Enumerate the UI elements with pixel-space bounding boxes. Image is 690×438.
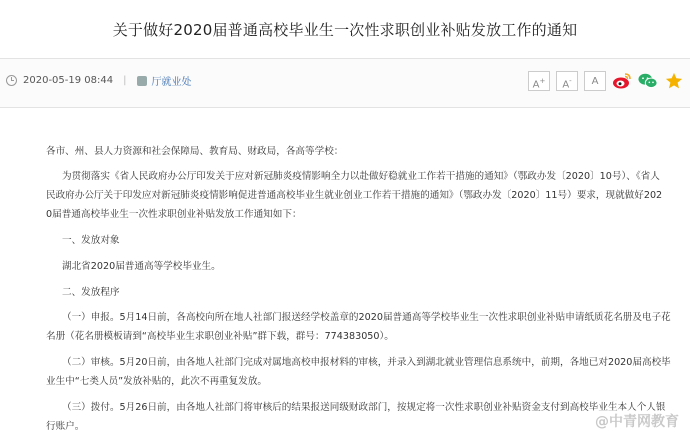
step-1-line-1: （一）申报。5月14日前，各高校向所在地人社部门报送经学校盖章的2020届普通高等学校毕业生一次性求职创业补贴申请纸质花名册及电子花 [62,312,671,323]
department-icon [137,76,147,86]
step-2-line-2: 业生中“七类人员”发放补贴的，此次不再重复发放。 [46,376,268,387]
star-icon [665,72,683,90]
font-increase-button[interactable]: A+ [528,71,550,91]
favorite-button[interactable] [664,71,684,91]
font-increase-label: A [532,79,540,91]
intro-line-1: 为贯彻落实《省人民政府办公厅印发关于应对新冠肺炎疫情影响全力以赴做好稳就业工作若干措施的通知》（鄂政办发〔2020〕10号）、《省人 [62,171,660,182]
article-tools [528,71,684,91]
intro-line-3: 0届普通高校毕业生一次性求职创业补贴发放工作通知如下： [46,209,302,220]
watermark: @中青网教育 [592,410,682,432]
step-3-line-1: （三）拨付。5月26日前，由各地人社部门将审核后的结果报送同级财政部门，按规定将一次性求职创业补贴资金支付到高校毕业生本人个人银 [62,402,666,413]
wechat-share-button[interactable] [638,71,658,91]
font-decrease-label: A [562,79,570,91]
salutation: 各市、州、县人力资源和社会保障局、教育局、财政局，各高等学校： [46,146,344,157]
font-reset-label: A [591,76,599,87]
intro-line-2: 民政府办公厅关于印发应对新冠肺炎疫情影响促进普通高校毕业生就业创业工作若干措施的通知》（鄂政办发〔2020〕11号）要求，现就做好202 [46,190,663,201]
weibo-icon [612,72,632,90]
wechat-icon [638,72,658,90]
step-1-line-2: 名册（花名册模板请到“高校毕业生求职创业补贴”群下载，群号：774383050）。 [46,331,394,342]
section-heading-2: 二、发放程序 [62,287,120,298]
section-body-1: 湖北省2020届普通高等学校毕业生。 [62,261,221,272]
meta-divider: | [123,75,127,86]
step-2-line-1: （二）审核。5月20日前，由各地人社部门完成对属地高校申报材料的审核，并录入到湖北就业管理信息系统中，前期，各地已对2020届高校毕 [62,357,671,368]
font-decrease-button[interactable]: A- [556,71,578,91]
article-title: 关于做好2020届普通高校毕业生一次性求职创业补贴发放工作的通知 [112,21,578,39]
step-3-line-2: 行账户。 [46,421,85,432]
clock-icon [6,75,17,86]
weibo-share-button[interactable] [612,71,632,91]
section-heading-1: 一、发放对象 [62,235,120,246]
department-link[interactable]: 厅就业处 [151,77,192,88]
article-meta-bar [0,58,690,108]
meta-info [6,73,192,88]
font-reset-button[interactable] [584,71,606,91]
publish-date: 2020-05-19 08:44 [23,75,114,86]
